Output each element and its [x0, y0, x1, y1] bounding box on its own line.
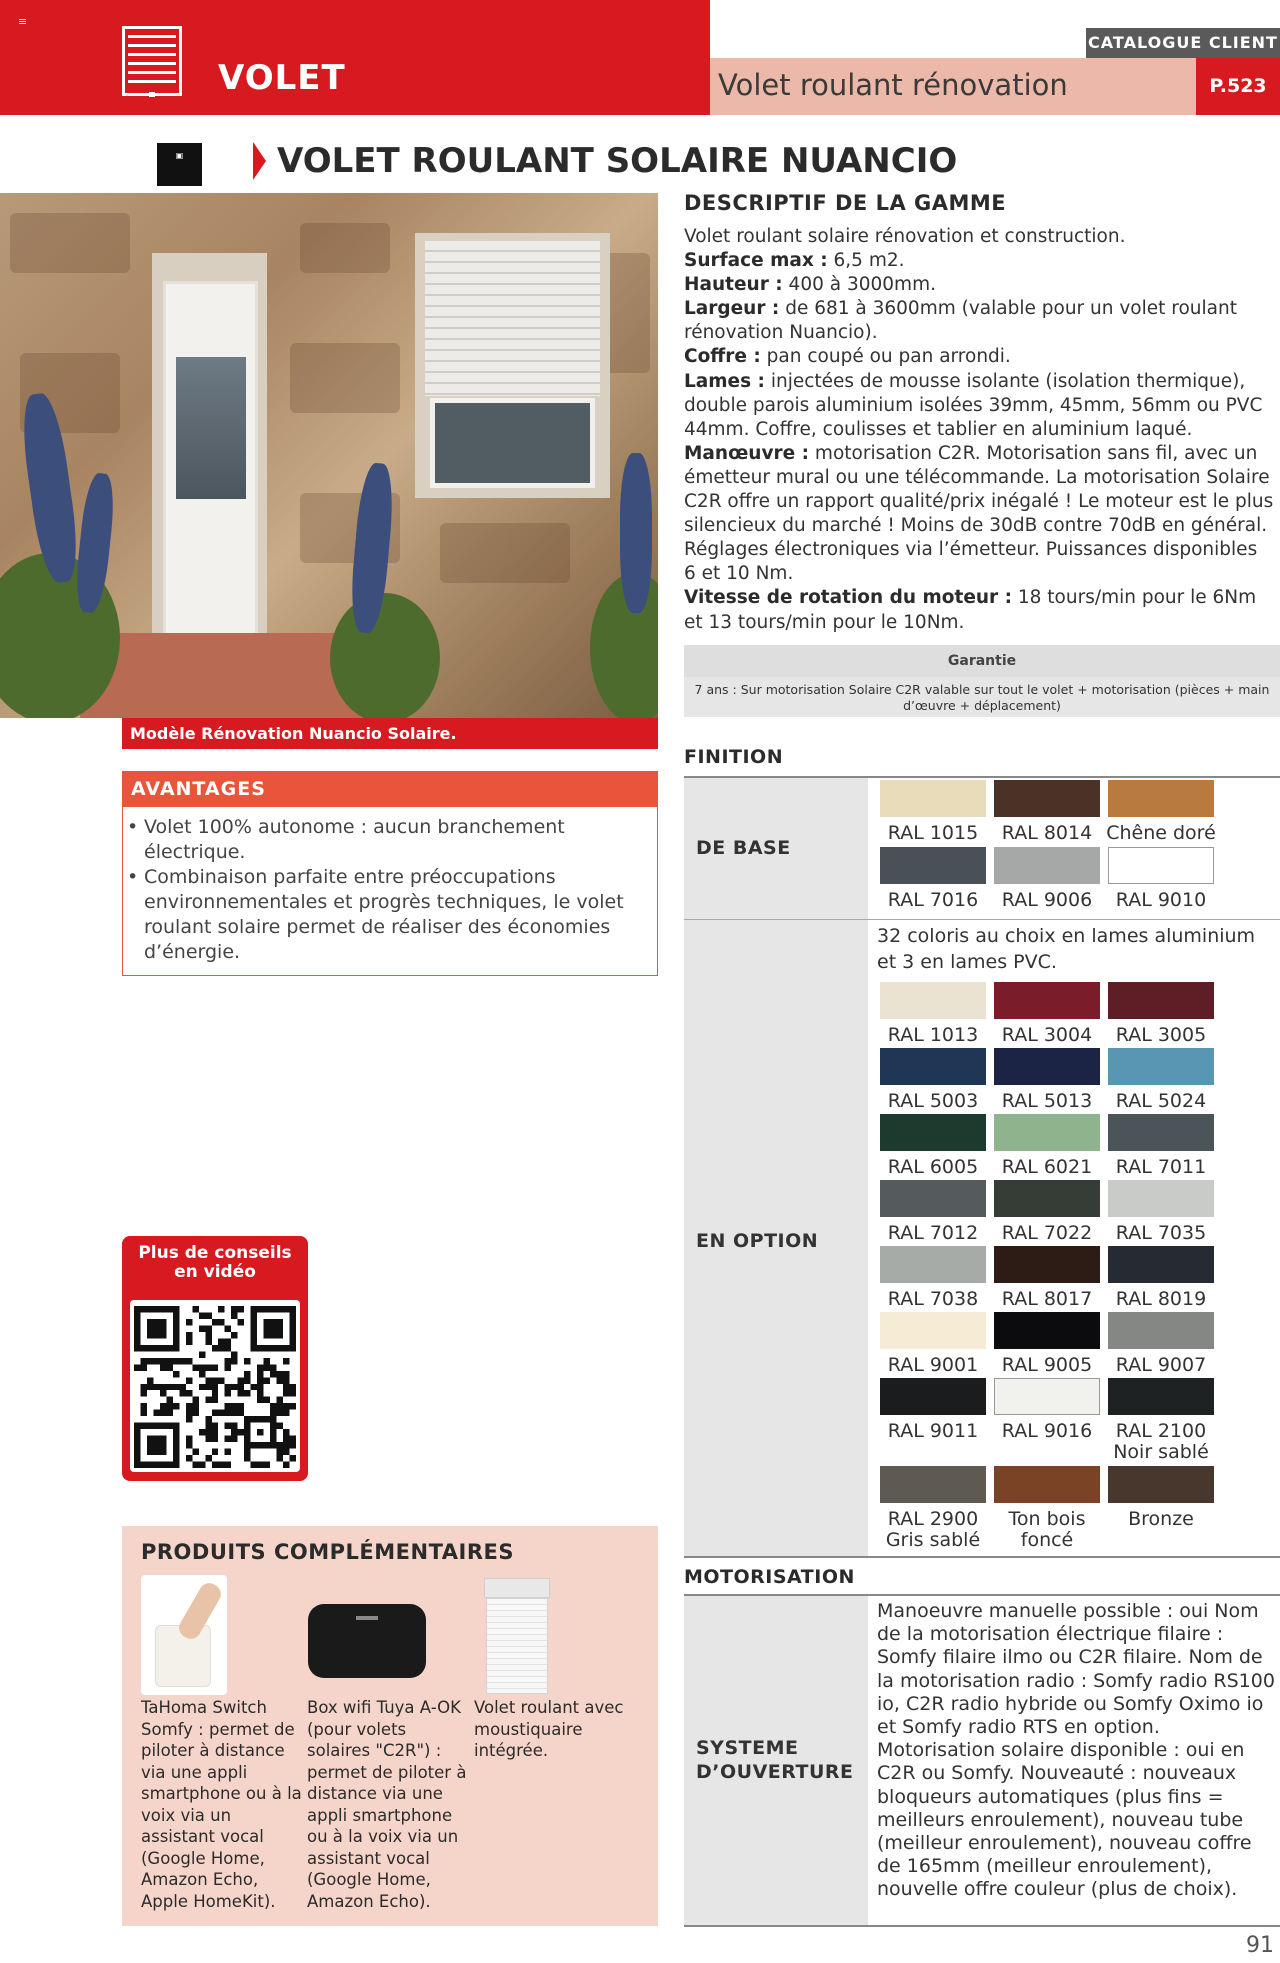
option-color-swatch	[1108, 982, 1214, 1019]
motorisation-heading: MOTORISATION	[684, 1566, 855, 1588]
option-color-swatch	[1108, 1312, 1214, 1349]
option-color-swatch	[1108, 1114, 1214, 1151]
range-description	[684, 225, 1274, 635]
option-color-swatch	[994, 1180, 1100, 1217]
warranty-text: 7 ans : Sur motorisation Solaire C2R valable sur tout le volet + motorisation (pièces + main d’œuvre + déplacement)	[684, 677, 1280, 717]
base-color-swatch-label: RAL 9010	[1115, 889, 1207, 911]
warranty-heading: Garantie	[684, 645, 1280, 677]
title-arrow-icon	[253, 142, 266, 180]
page-reference: P.523	[1196, 58, 1280, 115]
spec-operation: Manœuvre : motorisation C2R. Motorisation sans fil, avec un émetteur mural ou une télécommande. La motorisation Solaire C2R offre un rapport qualité/prix inégalé ! Le moteur est le plus silencieux du marché ! Moins de 30dB contre 70dB en général. Réglages électroniques via l’émetteur. Puissances disponibles 6 et 10 Nm.	[684, 442, 1274, 585]
option-row-label: EN OPTION	[696, 1230, 819, 1252]
advantages-list	[127, 815, 647, 965]
option-color-swatch	[994, 1114, 1100, 1151]
option-color-swatch	[1108, 1246, 1214, 1283]
base-color-swatch	[994, 847, 1100, 884]
catalogue-label: CATALOGUE CLIENT	[1086, 28, 1280, 58]
option-color-swatch-label: RAL 5013	[1001, 1090, 1093, 1112]
range-description-heading: DESCRIPTIF DE LA GAMME	[684, 191, 1007, 215]
option-color-swatch-label: RAL 9007	[1115, 1354, 1207, 1376]
option-color-swatch	[1108, 1180, 1214, 1217]
description-intro: Volet roulant solaire rénovation et construction.	[684, 226, 1126, 247]
option-color-swatch-label: RAL 2100 Noir sablé	[1113, 1420, 1209, 1463]
option-color-swatch	[880, 1378, 986, 1415]
brand-logo: ▣	[157, 143, 202, 186]
subtitle: Volet roulant rénovation	[718, 68, 1068, 102]
option-color-swatch-label: RAL 5024	[1115, 1090, 1207, 1112]
option-color-swatch-label: RAL 7035	[1115, 1222, 1207, 1244]
motorisation-text: Manoeuvre manuelle possible : oui Nom de la motorisation électrique filaire : Somfy filaire ilmo ou C2R filaire. Nom de la motorisation radio : Somfy radio RS100 io, C2R radio hybride ou Somfy Oximo io et Somfy radio RTS en option. Motorisation solaire disponible : oui en C2R ou Somfy. Nouveauté : nouveaux bloqueurs automatiques (plus fins = meilleurs enroulement), nouveau tube (meilleur enroulement), nouveau coffre de 165mm (meilleur enroulement), nouvelle offre couleur (plus de choix).	[877, 1600, 1275, 1901]
option-color-swatch-label: RAL 9016	[1001, 1420, 1093, 1442]
base-color-swatch	[1108, 780, 1214, 817]
spec-motor-speed: Vitesse de rotation du moteur : 18 tours/min pour le 6Nm et 13 tours/min pour le 10Nm.	[684, 587, 1257, 633]
section-title: VOLET	[218, 58, 346, 98]
box-wifi-image	[304, 1598, 430, 1686]
list-item: • Volet 100% autonome : aucun branchement électrique.	[127, 815, 647, 865]
option-color-swatch	[994, 1378, 1100, 1415]
option-color-swatch	[880, 1114, 986, 1151]
option-color-swatch	[880, 1180, 986, 1217]
option-color-swatch	[1108, 1466, 1214, 1503]
option-color-swatch-label: RAL 7022	[1001, 1222, 1093, 1244]
page-number: 91	[1246, 1933, 1274, 1958]
option-intro: 32 coloris au choix en lames aluminium et 3 en lames PVC.	[877, 925, 1256, 973]
option-color-swatch-label: RAL 6021	[1001, 1156, 1093, 1178]
option-color-swatch-label: RAL 7011	[1115, 1156, 1207, 1178]
base-color-swatch	[1108, 847, 1214, 884]
video-label: Plus de conseils en vidéo	[138, 1243, 292, 1282]
base-color-swatch-label: RAL 8014	[1001, 822, 1093, 844]
option-color-swatch-label: RAL 8017	[1001, 1288, 1093, 1310]
list-item: • Combinaison parfaite entre préoccupations environnementales et progrès techniques, le volet roulant solaire permet de réaliser des économies d’énergie.	[127, 865, 647, 965]
roller-shutter	[425, 241, 600, 396]
option-color-swatch-label: RAL 3005	[1115, 1024, 1207, 1046]
base-color-swatch-label: Chêne doré	[1106, 822, 1216, 844]
complementary-heading: PRODUITS COMPLÉMENTAIRES	[141, 1540, 514, 1564]
option-color-swatch-label: RAL 5003	[887, 1090, 979, 1112]
option-color-swatch	[994, 1312, 1100, 1349]
option-color-swatch	[880, 1048, 986, 1085]
base-color-swatch	[880, 780, 986, 817]
product-title: VOLET ROULANT SOLAIRE NUANCIO	[277, 141, 958, 181]
option-color-swatch	[994, 1466, 1100, 1503]
option-color-swatch	[1108, 1378, 1214, 1415]
option-color-swatch	[994, 982, 1100, 1019]
option-color-swatch-label: RAL 7038	[887, 1288, 979, 1310]
base-color-swatch	[994, 780, 1100, 817]
spec-width: Largeur : de 681 à 3600mm (valable pour un volet roulant rénovation Nuancio).	[684, 298, 1237, 344]
option-color-swatch	[880, 1312, 986, 1349]
header-red-band	[0, 0, 710, 115]
photo-caption: Modèle Rénovation Nuancio Solaire.	[122, 718, 658, 749]
option-color-swatch-label: RAL 9011	[887, 1420, 979, 1442]
option-color-swatch	[994, 1048, 1100, 1085]
tahoma-switch-image	[141, 1575, 227, 1695]
option-color-swatch-label: RAL 9005	[1001, 1354, 1093, 1376]
product-tahoma-text: TaHoma Switch Somfy : permet de piloter à distance via une appli smartphone ou à la voix via un assistant vocal (Google Home, Amazon Echo, Apple HomeKit).	[141, 1698, 302, 1911]
base-color-swatch-label: RAL 7016	[887, 889, 979, 911]
option-color-swatch-label: RAL 9001	[887, 1354, 979, 1376]
option-color-swatch	[880, 1246, 986, 1283]
spec-slats: Lames : injectées de mousse isolante (isolation thermique), double parois aluminium isolées 39mm, 45mm, 56mm ou PVC 44mm. Coffre, coulisses et tablier en aluminium laqué.	[684, 370, 1263, 440]
option-color-swatch-label: Ton bois foncé	[1008, 1508, 1086, 1551]
spec-box: Coffre : pan coupé ou pan arrondi.	[684, 346, 1011, 368]
option-color-swatch-label: RAL 1013	[887, 1024, 979, 1046]
option-color-swatch-label: RAL 8019	[1115, 1288, 1207, 1310]
spec-surface: Surface max : 6,5 m2.	[684, 250, 905, 272]
option-color-swatch-label: RAL 6005	[887, 1156, 979, 1178]
option-color-swatch	[880, 982, 986, 1019]
option-color-swatch	[994, 1246, 1100, 1283]
mosquito-shutter-image	[478, 1574, 556, 1696]
product-box-wifi-text: Box wifi Tuya A-OK (pour volets solaires "C2R") : permet de piloter à distance via une appli smartphone ou à la voix via un assistant vocal (Google Home, Amazon Echo).	[307, 1698, 467, 1911]
product-mosquito-text: Volet roulant avec moustiquaire intégrée.	[474, 1698, 624, 1760]
spec-height: Hauteur : 400 à 3000mm.	[684, 274, 936, 296]
opening-system-label: SYSTEME D’OUVERTURE	[696, 1737, 854, 1783]
option-color-swatch-label: RAL 2900 Gris sablé	[885, 1508, 981, 1551]
base-color-swatch	[880, 847, 986, 884]
roller-shutter-icon	[122, 26, 182, 96]
advantages-heading: AVANTAGES	[122, 771, 658, 807]
base-color-swatch-label: RAL 1015	[887, 822, 979, 844]
product-photo	[0, 193, 658, 718]
option-color-swatch-label: RAL 7012	[887, 1222, 979, 1244]
option-color-swatch	[1108, 1048, 1214, 1085]
base-color-swatch-label: RAL 9006	[1001, 889, 1093, 911]
qr-code[interactable]	[134, 1306, 296, 1468]
option-color-swatch	[880, 1466, 986, 1503]
finish-heading: FINITION	[684, 746, 784, 768]
option-color-swatch-label: RAL 3004	[1001, 1024, 1093, 1046]
option-color-swatch-label: Bronze	[1128, 1508, 1194, 1530]
base-row-label: DE BASE	[696, 837, 791, 859]
corner-mark: ≡	[18, 15, 28, 28]
